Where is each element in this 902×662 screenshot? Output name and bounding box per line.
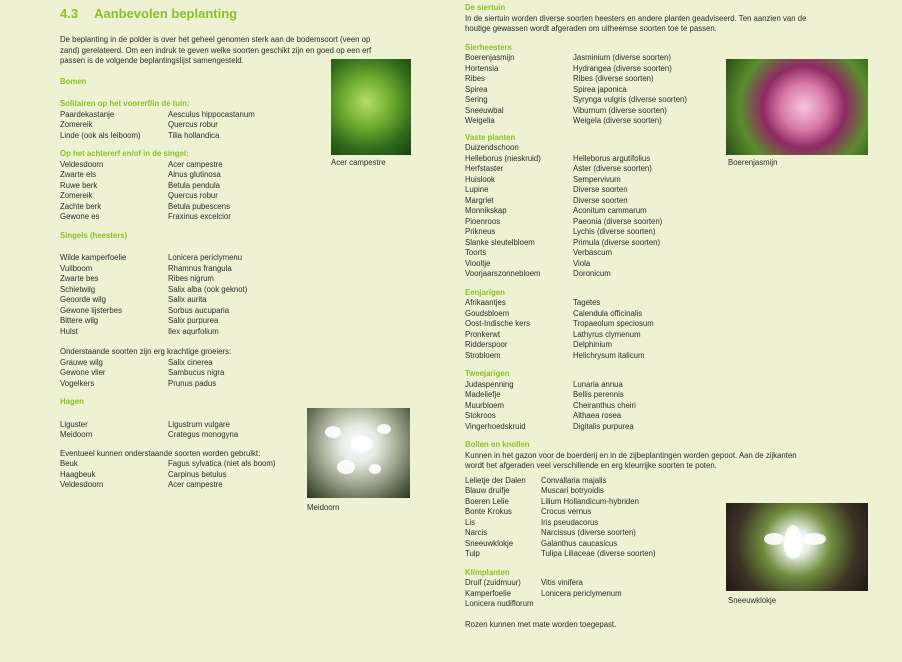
plant-common-name: Liguster bbox=[60, 419, 88, 429]
plant-common-name: Linde (ook als leiboom) bbox=[60, 130, 141, 140]
plant-common-name: Geoorde wilg bbox=[60, 295, 106, 304]
plant-common-name: Blauw druifje bbox=[465, 486, 510, 495]
plant-latin-name: Quercus robur bbox=[168, 120, 218, 129]
vaste-single: Duizendschoon bbox=[465, 143, 519, 152]
plant-latin-name: Lychis (diverse soorten) bbox=[573, 227, 656, 236]
heading-sierheesters: Sierheesters bbox=[465, 42, 512, 52]
plant-common-name: Judaspenning bbox=[465, 379, 514, 389]
plant-latin-name: Carpinus betulus bbox=[168, 469, 227, 479]
plant-latin-name: Sorbus aucuparia bbox=[168, 305, 230, 315]
plant-common-name: Vingerhoedskruid bbox=[465, 421, 526, 431]
plant-latin-name: Narcissus (diverse soorten) bbox=[541, 528, 636, 537]
plant-latin-name: Digitalis purpurea bbox=[573, 421, 634, 431]
plant-latin-name: Calendula officinalis bbox=[573, 308, 643, 318]
plant-latin-name: Salix cinerea bbox=[168, 357, 213, 367]
plant-latin-name: Aesculus hippocastanum bbox=[168, 109, 255, 119]
plant-common-name: Haagbeuk bbox=[60, 469, 96, 479]
plant-latin-name: Crocus vernus bbox=[541, 507, 592, 516]
plant-latin-name: Salix purpurea bbox=[168, 316, 219, 325]
plant-latin-name: Diverse soorten bbox=[573, 195, 628, 205]
list-singels bbox=[60, 253, 450, 337]
plant-common-name: Voorjaarszonnebloem bbox=[465, 269, 541, 278]
plant-latin-name: Lathyrus clymenum bbox=[573, 329, 641, 339]
plant-common-name: Lelietje der Dalen bbox=[465, 475, 526, 485]
plant-latin-name: Bellis perennis bbox=[573, 390, 624, 399]
plant-common-name: Narcis bbox=[465, 528, 488, 537]
rozen-text: Rozen kunnen met mate worden toegepast. bbox=[465, 619, 617, 629]
plant-common-name: Gewone lijsterbes bbox=[60, 305, 122, 315]
plant-latin-name: Lonicera periclymenum bbox=[541, 588, 622, 598]
plant-common-name: Beuk bbox=[60, 459, 78, 468]
heading-vaste-planten: Vaste planten bbox=[465, 132, 516, 142]
plant-latin-name: Convallaria majalis bbox=[541, 475, 607, 485]
section-title bbox=[60, 6, 450, 21]
plant-common-name: Helleborus (nieskruid) bbox=[465, 153, 541, 163]
plant-latin-name: Acer campestre bbox=[168, 159, 223, 169]
plant-latin-name: Iris pseudacorus bbox=[541, 517, 599, 527]
plant-common-name: Goudsbloem bbox=[465, 308, 510, 318]
bollen-text: Kunnen in het gazon voor de boerderij en in de zijbeplantingen worden gepoot. Aan de zijkanten wordt het afgeraden veel verschillende en erg kleurrijke soorten te poten. bbox=[465, 450, 797, 470]
caption-sneeuwklokje: Sneeuwklokje bbox=[728, 596, 777, 605]
plant-latin-name: Alnus glutinosa bbox=[168, 170, 221, 179]
meidoorn-photo bbox=[307, 408, 410, 498]
plant-common-name: Sering bbox=[465, 95, 488, 104]
plant-latin-name: Doronicum bbox=[573, 269, 611, 278]
plant-common-name: Zachte berk bbox=[60, 201, 102, 211]
plant-common-name: Madeliefje bbox=[465, 390, 501, 399]
plant-common-name: Zwarte bes bbox=[60, 274, 99, 283]
plant-common-name: Huislook bbox=[465, 174, 495, 184]
plant-latin-name: Salix alba (ook geknot) bbox=[168, 284, 248, 294]
list-tweejarigen bbox=[465, 380, 875, 433]
plant-common-name: Meidoorn bbox=[60, 430, 93, 439]
plant-latin-name: Helleborus argutifolius bbox=[573, 153, 651, 163]
plant-latin-name: Tagetes bbox=[573, 298, 601, 307]
plant-common-name: Afrikaantjes bbox=[465, 298, 506, 307]
plant-latin-name: Delphinium bbox=[573, 340, 613, 349]
plant-latin-name: Quercus robur bbox=[168, 191, 218, 200]
heading-klimplanten: Klimplanten bbox=[465, 567, 510, 577]
section-number: 4.3 bbox=[60, 6, 79, 21]
plant-latin-name: Lunaria annua bbox=[573, 379, 623, 389]
plant-latin-name: Althaea rosea bbox=[573, 411, 622, 420]
list-krachtig bbox=[60, 358, 450, 390]
heading-tweejarigen: Tweejarigen bbox=[465, 369, 510, 378]
caption-meidoorn: Meidoorn bbox=[307, 503, 340, 512]
plant-latin-name: Aster (diverse soorten) bbox=[573, 164, 652, 173]
plant-common-name: Slanke sleutelbloem bbox=[465, 237, 535, 247]
plant-common-name: Gewone es bbox=[60, 212, 100, 221]
plant-latin-name: Viola bbox=[573, 258, 591, 268]
plant-common-name: Prikneus bbox=[465, 227, 496, 236]
plant-latin-name: Ilex aqurfolium bbox=[168, 326, 219, 336]
plant-latin-name: Lonicera periclymenu bbox=[168, 253, 243, 262]
plant-latin-name: Viburnum (diverse soorten) bbox=[573, 105, 667, 115]
plant-common-name: Viooltje bbox=[465, 258, 491, 268]
plant-common-name: Wilde kamperfoelie bbox=[60, 253, 127, 262]
plant-latin-name: Helichrysum italicum bbox=[573, 350, 645, 360]
krachtig-text: Onderstaande soorten zijn erg krachtige groeiers: bbox=[60, 347, 232, 356]
plant-latin-name: Fagus sylvatica (niet als boom) bbox=[168, 459, 276, 468]
plant-latin-name: Jasminium (diverse soorten) bbox=[573, 53, 671, 62]
heading-eenjarigen: Eenjarigen bbox=[465, 287, 505, 297]
plant-common-name: Boeren Lelie bbox=[465, 496, 509, 506]
plant-common-name: Pronkerwt bbox=[465, 329, 501, 339]
plant-common-name: Weigelia bbox=[465, 116, 495, 125]
klim-single: Lonicera nudiflorum bbox=[465, 599, 534, 608]
plant-latin-name: Muscari botryoidis bbox=[541, 486, 604, 495]
plant-latin-name: Primula (diverse soorten) bbox=[573, 237, 661, 247]
plant-common-name: Monnikskap bbox=[465, 206, 507, 215]
plant-latin-name: Fraxinus excelcior bbox=[168, 212, 231, 221]
plant-common-name: Pioenroos bbox=[465, 216, 501, 226]
plant-common-name: Grauwe wilg bbox=[60, 357, 103, 367]
plant-common-name: Lupine bbox=[465, 185, 489, 194]
plant-latin-name: Acer campestre bbox=[168, 480, 223, 489]
plant-latin-name: Tropaeolum speciosum bbox=[573, 319, 654, 328]
heading-hagen: Hagen bbox=[60, 397, 84, 406]
plant-common-name: Toorts bbox=[465, 248, 487, 257]
plant-latin-name: Ligustrum vulgare bbox=[168, 419, 230, 429]
plant-common-name: Sneeuwbal bbox=[465, 105, 504, 115]
plant-latin-name: Weigela (diverse soorten) bbox=[573, 116, 662, 125]
list-vaste-planten bbox=[465, 154, 875, 280]
caption-acer: Acer campestre bbox=[331, 158, 386, 167]
plant-common-name: Zwarte els bbox=[60, 170, 96, 179]
plant-common-name: Margriet bbox=[465, 195, 494, 205]
plant-common-name: Paardekastanje bbox=[60, 109, 115, 119]
plant-common-name: Boerenjasmijn bbox=[465, 53, 515, 62]
plant-latin-name: Spirea japonica bbox=[573, 84, 627, 94]
plant-latin-name: Ribes nigrum bbox=[168, 274, 214, 283]
plant-common-name: Veldesdoorn bbox=[60, 480, 104, 489]
boerenjasmijn-photo bbox=[726, 59, 868, 155]
plant-common-name: Oost-Indische kers bbox=[465, 319, 530, 328]
plant-latin-name: Paeonia (diverse soorten) bbox=[573, 216, 663, 226]
plant-common-name: Ridderspoor bbox=[465, 340, 508, 349]
heading-singels: Singels (heesters) bbox=[60, 230, 128, 240]
plant-common-name: Bonte Krokus bbox=[465, 507, 512, 516]
heading-bollen: Bollen en knollen bbox=[465, 440, 530, 449]
eventueel-text: Eventueel kunnen onderstaande soorten worden gebruikt: bbox=[60, 448, 261, 458]
plant-common-name: Herfstaster bbox=[465, 164, 504, 173]
list-eenjarigen bbox=[465, 298, 875, 361]
plant-common-name: Gewone vlier bbox=[60, 368, 106, 377]
plant-common-name: Sneeuwklokje bbox=[465, 538, 514, 548]
list-achtererf bbox=[60, 160, 450, 223]
plant-latin-name: Rhamnus frangula bbox=[168, 263, 232, 273]
plant-common-name: Spirea bbox=[465, 84, 488, 94]
caption-boerenjasmijn: Boerenjasmijn bbox=[728, 158, 778, 167]
plant-common-name: Schietwilg bbox=[60, 284, 96, 294]
plant-latin-name: Cheiranthus cheiri bbox=[573, 400, 636, 410]
plant-latin-name: Tulipa Liliaceae (diverse soorten) bbox=[541, 549, 656, 558]
plant-latin-name: Galanthus caucasicus bbox=[541, 538, 618, 548]
sneeuwklokje-photo bbox=[726, 503, 868, 591]
siertuin-text: In de siertuin worden diverse soorten heesters en andere planten geadviseerd. Ten aanzien van de houtige gewassen wordt afgeraden om uitheemse soorten toe te passen. bbox=[465, 13, 807, 33]
acer-campestre-photo bbox=[331, 59, 411, 155]
plant-common-name: Hortensia bbox=[465, 63, 499, 73]
plant-common-name: Vuilboom bbox=[60, 263, 93, 273]
plant-latin-name: Vitis vinifera bbox=[541, 578, 583, 587]
plant-common-name: Tulp bbox=[465, 549, 480, 558]
plant-common-name: Hulst bbox=[60, 326, 78, 336]
plant-common-name: Muurbloem bbox=[465, 400, 504, 410]
plant-latin-name: Lilium Hollandicum-hybriden bbox=[541, 496, 639, 506]
plant-latin-name: Diverse soorten bbox=[573, 185, 628, 194]
plant-common-name: Bittere wilg bbox=[60, 316, 99, 325]
plant-common-name: Ruwe berk bbox=[60, 180, 98, 190]
heading-achtererf: Op het achtererf en/of in de singel: bbox=[60, 149, 189, 158]
section-title-text: Aanbevolen beplanting bbox=[94, 6, 238, 21]
plant-latin-name: Betula pendula bbox=[168, 180, 221, 190]
plant-latin-name: Sempervivum bbox=[573, 174, 621, 184]
plant-latin-name: Crategus monogyna bbox=[168, 430, 239, 439]
plant-latin-name: Syrynga vulgris (diverse soorten) bbox=[573, 95, 687, 104]
plant-common-name: Druif (zuidmuur) bbox=[465, 578, 521, 587]
plant-common-name: Ribes bbox=[465, 74, 485, 83]
plant-latin-name: Aconitum cammarum bbox=[573, 206, 647, 215]
heading-siertuin: De siertuin bbox=[465, 3, 506, 12]
heading-bomen: Bomen bbox=[60, 76, 87, 86]
plant-common-name: Strobloem bbox=[465, 350, 501, 360]
plant-common-name: Lis bbox=[465, 517, 475, 527]
heading-solitair: Solitairen op het voorerf/in de tuin: bbox=[60, 99, 190, 108]
plant-latin-name: Salix aurita bbox=[168, 295, 207, 304]
plant-latin-name: Sambucus nigra bbox=[168, 368, 225, 377]
plant-common-name: Kamperfoelie bbox=[465, 588, 511, 598]
plant-latin-name: Ribes (diverse soorten) bbox=[573, 74, 654, 83]
plant-latin-name: Prunus padus bbox=[168, 378, 217, 388]
plant-common-name: Veldesdoorn bbox=[60, 159, 104, 169]
plant-latin-name: Verbascum bbox=[573, 248, 613, 257]
plant-common-name: Zomereik bbox=[60, 191, 93, 200]
plant-common-name: Zomereik bbox=[60, 120, 93, 129]
plant-common-name: Stokroos bbox=[465, 411, 496, 420]
plant-latin-name: Hydrangea (diverse soorten) bbox=[573, 63, 672, 73]
intro-paragraph: De beplanting in de polder is over het geheel genomen sterk aan de bodemsoort (veen op zand) gerelateerd. Om een indruk te geven welke soorten geschikt zijn en goed op een erf passen is de volgende beplantingslijst samengesteld. bbox=[60, 35, 372, 65]
plant-latin-name: Betula pubescens bbox=[168, 201, 230, 211]
plant-common-name: Vogelkers bbox=[60, 378, 95, 388]
plant-latin-name: Tilia hollandica bbox=[168, 130, 220, 140]
